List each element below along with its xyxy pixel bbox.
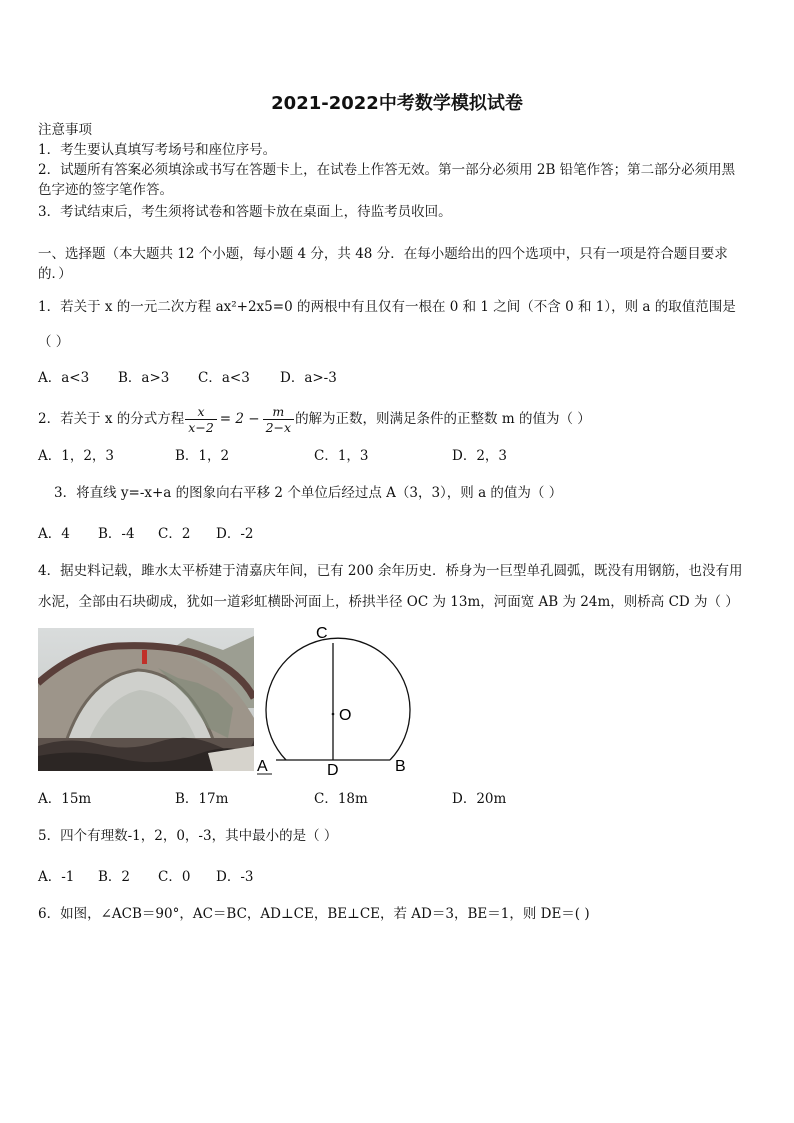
question-1-options (38, 369, 398, 387)
option-a: A．4 (38, 526, 70, 542)
question-2-equals: = 2 − (219, 411, 260, 427)
fraction-denominator: 2−x (265, 419, 292, 435)
option-d: D．-2 (216, 526, 254, 542)
fraction-x-over-x-minus-2 (185, 404, 216, 435)
option-b: B．a>3 (118, 370, 170, 386)
option-d: D．2，3 (452, 448, 508, 464)
question-2-stem (38, 400, 591, 438)
option-d: D．a>-3 (280, 370, 337, 386)
option-c: C．a<3 (198, 370, 250, 386)
question-5-stem: 5．四个有理数-1，2，0，-3，其中最小的是（ ） (38, 828, 338, 844)
fraction-numerator: x (185, 404, 216, 420)
option-d: D．-3 (216, 869, 254, 885)
notice-item-1: 1．考生要认真填写考场号和座位序号。 (38, 142, 277, 158)
point-a-label: A (257, 758, 268, 775)
question-5-options (38, 868, 298, 886)
option-b: B．-4 (98, 526, 135, 542)
notice-item-2: 2．试题所有答案必须填涂或书写在答题卡上，在试卷上作答无效。第一部分必须用 2B 铅笔作答；第二部分必须用黑 (38, 162, 736, 178)
notice-heading: 注意事项 (38, 122, 92, 138)
option-a: A．-1 (38, 869, 75, 885)
option-d: D．20m (452, 791, 507, 807)
fraction-m-over-2-minus-x (263, 404, 294, 435)
question-1-bracket: （ ） (38, 334, 70, 350)
section-heading-cont: 的．） (38, 266, 72, 282)
question-3-options (38, 525, 298, 543)
option-c: C．18m (314, 791, 368, 807)
option-c: C．0 (158, 869, 191, 885)
point-c-label: C (316, 625, 328, 642)
bridge-arc-diagram (254, 622, 414, 782)
point-d-label: D (327, 762, 339, 779)
option-a: A．15m (38, 791, 92, 807)
notice-item-2-cont: 色字迹的签字笔作答。 (38, 182, 173, 198)
point-b-label: B (395, 758, 406, 775)
section-heading: 一、选择题（本大题共 12 个小题，每小题 4 分，共 48 分．在每小题给出的四个选项中，只有一项是符合题目要求 (38, 246, 728, 262)
question-4-stem-line-1: 4．据史料记载，雎水太平桥建于清嘉庆年间，已有 200 余年历史．桥身为一巨型单孔圆弧，既没有用钢筋，也没有用 (38, 563, 743, 579)
question-2-suffix: 的解为正数，则满足条件的正整数 m 的值为（ ） (295, 411, 591, 427)
option-b: B．17m (175, 791, 229, 807)
question-2-prefix: 2．若关于 x 的分式方程 (38, 411, 185, 427)
fraction-denominator: x−2 (188, 419, 214, 435)
question-1-stem: 1．若关于 x 的一元二次方程 ax²+2x5=0 的两根中有且仅有一根在 0 和 1 之间（不含 0 和 1），则 a 的取值范围是 (38, 299, 736, 315)
question-3-stem: 3．将直线 y=-x+a 的图象向右平移 2 个单位后经过点 A（3，3），则 a 的值为（ ） (54, 485, 563, 501)
page-title: 2021-2022中考数学模拟试卷 (271, 93, 523, 114)
question-4-stem-line-2: 水泥，全部由石块砌成，犹如一道彩虹横卧河面上，桥拱半径 OC 为 13m，河面宽 AB 为 24m，则桥高 CD 为（ ） (38, 594, 739, 610)
question-2-options (38, 447, 538, 465)
bridge-photo (38, 628, 254, 771)
option-b: B．1，2 (175, 448, 230, 464)
fraction-numerator: m (263, 404, 294, 420)
question-6-stem: 6．如图，∠ACB＝90°，AC＝BC，AD⊥CE，BE⊥CE，若 AD＝3，BE＝1，则 DE＝( ) (38, 906, 590, 922)
option-a: A．1，2，3 (38, 448, 115, 464)
option-c: C．1，3 (314, 448, 369, 464)
option-a: A．a<3 (38, 370, 90, 386)
notice-item-3: 3．考试结束后，考生须将试卷和答题卡放在桌面上，待监考员收回。 (38, 204, 452, 220)
question-4-options (38, 790, 538, 808)
option-c: C．2 (158, 526, 191, 542)
point-o-label: O (339, 707, 352, 724)
option-b: B．2 (98, 869, 131, 885)
